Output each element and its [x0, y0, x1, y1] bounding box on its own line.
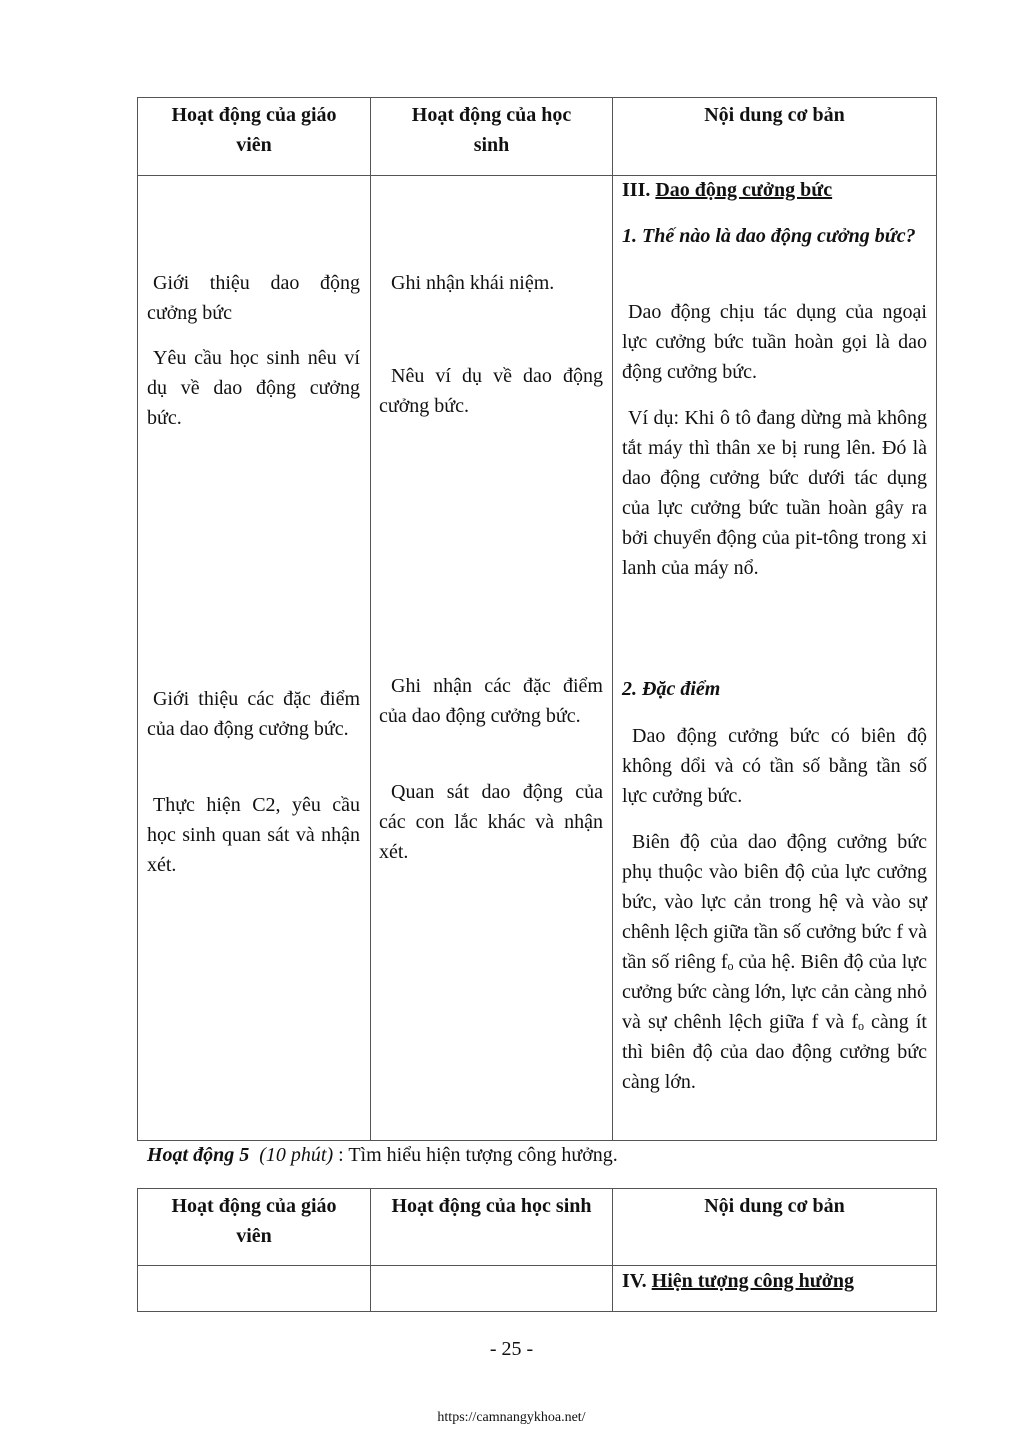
- lesson-table-1: [137, 97, 937, 1141]
- teacher-activity: Thực hiện C2, yêu cầu học sinh quan sát và nhận xét.: [147, 794, 360, 876]
- student-activity: Ghi nhận các đặc điểm của dao động cưởng bức.: [379, 675, 603, 727]
- empty-cell: [138, 1266, 371, 1312]
- page-number: - 25 -: [489, 1338, 534, 1360]
- content-cell: [613, 176, 937, 1141]
- definition-text: Dao động chịu tác dụng của ngoại lực cưởng bức tuần hoàn gọi là dao động cưởng bức.: [622, 301, 927, 383]
- section-heading-cell: [613, 1266, 937, 1312]
- teacher-activities-cell: [138, 176, 371, 1141]
- teacher-activity: Yêu cầu học sinh nêu ví dụ về dao động cưởng bức.: [147, 347, 360, 429]
- teacher-activity: Giới thiệu các đặc điểm của dao động cưởng bức.: [147, 688, 360, 740]
- header-content: Nội dung cơ bản: [613, 98, 937, 176]
- student-activity: Ghi nhận khái niệm.: [391, 272, 555, 294]
- subheading-definition: 1. Thế nào là dao động cưởng bức?: [622, 225, 916, 247]
- student-activities-cell: [371, 176, 613, 1141]
- header-student: Hoạt động của học sinh: [371, 1189, 613, 1266]
- section-heading: IV. Hiện tượng công hưởng: [622, 1270, 854, 1292]
- feature-text: Biên độ của dao động cưởng bức phụ thuộc vào biên độ của lực cưởng bức, vào lực cản trong hệ và vào sự chênh lệch giữa tần số cưởng bức f và tần số riêng fₒ của hệ. Biên độ của lực cưởng bức càng lớn, lực cản càng nhỏ và sự chênh lệch giữa f và fₒ càng ít thì biên độ của dao động cưởng bức càng lớn.: [622, 831, 927, 1093]
- teacher-activity: Giới thiệu dao động cưởng bức: [147, 272, 360, 324]
- header-teacher: Hoạt động của giáo viên: [138, 1189, 371, 1266]
- header-content: Nội dung cơ bản: [613, 1189, 937, 1266]
- student-activity: Quan sát dao động của các con lắc khác và nhận xét.: [379, 781, 603, 863]
- example-text: Ví dụ: Khi ô tô đang dừng mà không tắt máy thì thân xe bị rung lên. Đó là dao động cưởng bức dưới tác dụng của lực cưởng bức tuần hoàn gây ra bởi chuyển động của pit-tông trong xi lanh của máy nổ.: [622, 407, 927, 579]
- feature-text: Dao động cưởng bức có biên độ không dổi và có tần số bằng tần số lực cưởng bức.: [622, 725, 927, 807]
- student-activity: Nêu ví dụ về dao động cưởng bức.: [379, 365, 603, 417]
- empty-cell: [371, 1266, 613, 1312]
- activity-5-heading: Hoạt động 5 (10 phút) : Tìm hiểu hiện tượng công hưởng.: [147, 1144, 618, 1166]
- subheading-features: 2. Đặc điểm: [622, 678, 721, 700]
- header-student: Hoạt động của học sinh: [371, 98, 613, 176]
- section-heading: III. Dao động cưởng bức: [622, 179, 833, 201]
- header-teacher: Hoạt động của giáo viên: [138, 98, 371, 176]
- footer-url: https://camnangykhoa.net/: [437, 1410, 586, 1425]
- lesson-table-2: [137, 1188, 937, 1312]
